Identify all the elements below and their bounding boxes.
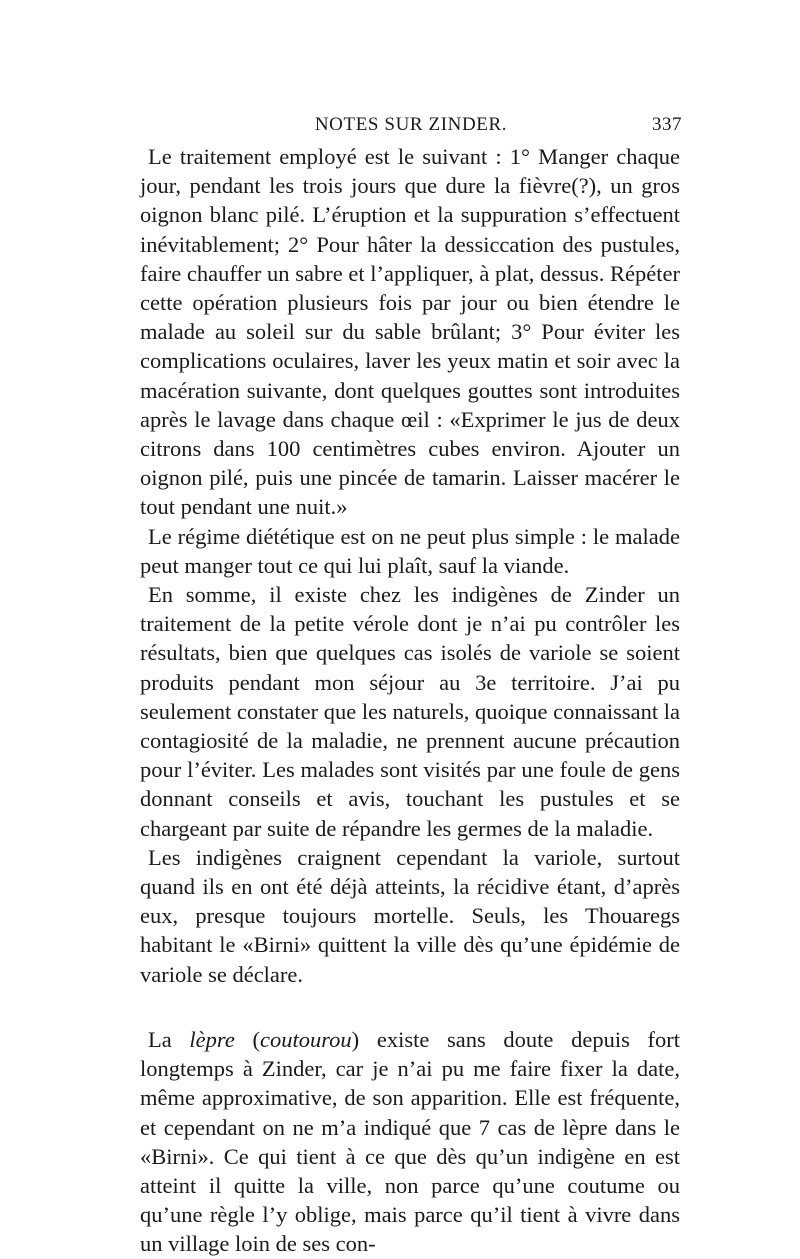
leprosy-open-paren: ( (234, 1026, 260, 1052)
page-number: 337 (652, 114, 682, 135)
paragraph-variola-fear: Les indigènes craignent cependant la variole, surtout quand ils en ont été déjà atteints, la récidive étant, d’après eux, presque toujours mortelle. Seuls, les Thouaregs habitant le «Birni» quittent la ville dès qu’une épidémie de variole se déclare. (140, 844, 680, 987)
leprosy-local-name: coutourou (260, 1026, 352, 1052)
paragraph-summary: En somme, il existe chez les indigènes de Zinder un traitement de la petite vérole dont je n’ai pu contrôler les résultats, bien que quelques cas isolés de variole se soient produits pendant mon séjour au 3e territoire. J’ai pu seulement constater que les naturels, quoique connaissant la contagiosité de la maladie, ne prennent aucune précaution pour l’éviter. Les malades sont visités par une foule de gens donnant conseils et avis, touchant les pustules et se chargeant par suite de répandre les germes de la maladie. (140, 582, 680, 841)
running-title: NOTES SUR ZINDER. (314, 114, 508, 135)
leprosy-term: lèpre (189, 1026, 235, 1052)
paragraph-diet: Le régime diététique est on ne peut plus simple : le malade peut manger tout ce qui lui plaît, sauf la viande. (140, 523, 680, 578)
running-head (140, 114, 682, 138)
leprosy-intro: La (148, 1026, 190, 1052)
paragraph-leprosy (140, 1025, 680, 1259)
leprosy-text: ) existe sans doute depuis fort longtemps à Zinder, car je n’ai pu me faire fixer la date, même approximative, de son apparition. Elle est fréquente, et cependant on ne m’a indiqué que 7 cas de lèpre dans le «Birni». Ce qui tient à ce que dès qu’un indigène en est atteint il quitte la ville, non parce qu’une coutume ou qu’une règle l’y oblige, mais parce qu’il tient à vivre dans un village loin de ses con- (140, 1026, 680, 1257)
paragraph-treatment: Le traitement employé est le suivant : 1° Manger chaque jour, pendant les trois jours que dure la fièvre(?), un gros oignon blanc pilé. L’éruption et la suppuration s’effectuent inévitablement; 2° Pour hâter la dessiccation des pustules, faire chauffer un sabre et l’appliquer, à plat, dessus. Répéter cette opération plusieurs fois par jour ou bien étendre le malade au soleil sur du sable brûlant; 3° Pour éviter les complications oculaires, laver les yeux matin et soir avec la macération suivante, dont quelques gouttes sont introduites après le lavage dans chaque œil : «Exprimer le jus de deux citrons dans 100 centimètres cubes environ. Ajouter un oignon pilé, puis une pincée de tamarin. Laisser macérer le tout pendant une nuit.» (140, 144, 680, 520)
body-text (140, 142, 680, 1259)
